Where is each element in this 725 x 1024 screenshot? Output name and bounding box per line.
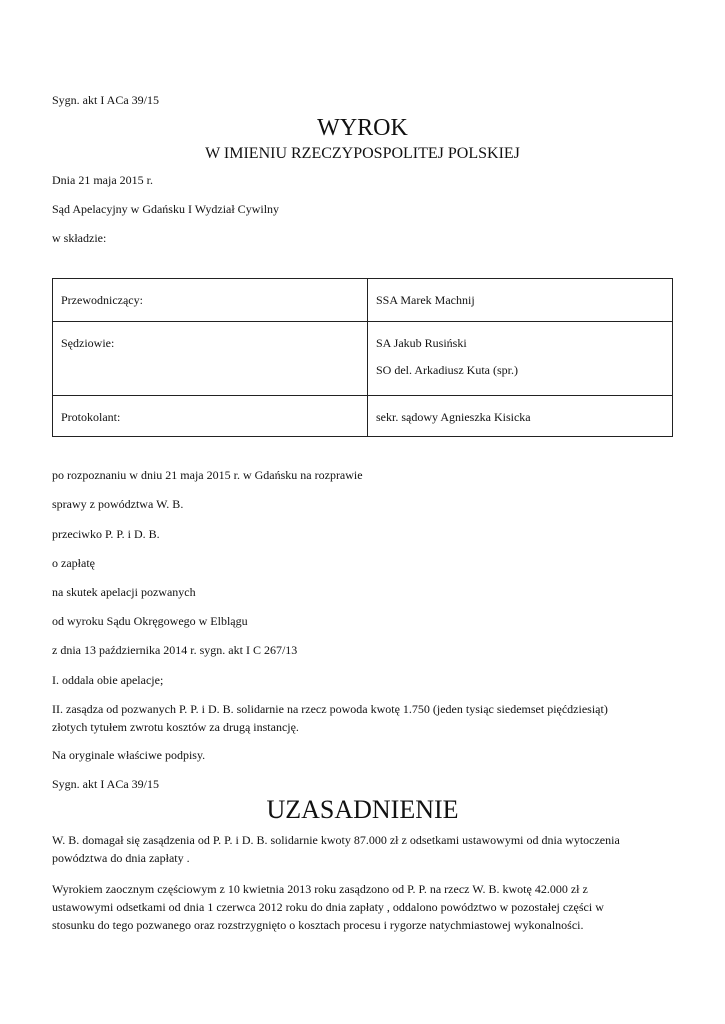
proceedings-line: od wyroku Sądu Okręgowego w Elblągu [52,614,248,628]
table-row [53,322,673,396]
clerk-value: sekr. sądowy Agnieszka Kisicka [368,396,673,437]
paragraph-line: stosunku do tego pozwanego oraz rozstrzygnięto o kosztach procesu i rygorze natychmiastowej wykonalności. [52,918,584,932]
proceedings-line: o zapłatę [52,556,95,570]
table-row [53,279,673,322]
paragraph-line: ustawowymi odsetkami od dnia 1 czerwca 2012 roku do dnia zapłaty , oddalono powództwo w pozostałej części w [52,900,604,914]
proceedings-line: po rozpoznaniu w dniu 21 maja 2015 r. w Gdańsku na rozprawie [52,468,363,482]
case-signature-bottom: Sygn. akt I ACa 39/15 [52,777,159,791]
paragraph-line: W. B. domagał się zasądzenia od P. P. i D. B. solidarnie kwoty 87.000 zł z odsetkami ustawowymi od dnia wytoczenia [52,833,620,847]
ruling-point-1: I. oddala obie apelacje; [52,673,164,687]
chair-value: SSA Marek Machnij [368,279,673,322]
justification-title: UZASADNIENIE [266,795,459,824]
judges-value [368,322,673,396]
court-name: Sąd Apelacyjny w Gdańsku I Wydział Cywilny [52,202,280,216]
table-row [53,396,673,437]
judgment-date: Dnia 21 maja 2015 r. [52,173,153,187]
paragraph-line: powództwa do dnia zapłaty . [52,851,190,865]
judge-name: SA Jakub Rusiński [376,336,467,350]
justification-paragraph-1 [52,831,673,867]
judges-label: Sędziowie: [53,322,368,396]
court-composition-table [52,278,673,437]
original-signatures-note: Na oryginale właściwe podpisy. [52,748,206,762]
proceedings-line: na skutek apelacji pozwanych [52,585,196,599]
document-subtitle: W IMIENIU RZECZYPOSPOLITEJ POLSKIEJ [205,145,520,162]
composition-intro: w składzie: [52,231,107,245]
document-title: WYROK [317,115,408,141]
clerk-label: Protokolant: [53,396,368,437]
paragraph-line: Wyrokiem zaocznym częściowym z 10 kwietnia 2013 roku zasądzono od P. P. na rzecz W. B. kwotę 42.000 zł z [52,882,588,896]
judge-name: SO del. Arkadiusz Kuta (spr.) [376,363,518,377]
paragraph-line: złotych tytułem zwrotu kosztów za drugą instancję. [52,720,299,734]
justification-paragraph-2 [52,880,673,934]
proceedings-line: przeciwko P. P. i D. B. [52,527,160,541]
paragraph-line: II. zasądza od pozwanych P. P. i D. B. solidarnie na rzecz powoda kwotę 1.750 (jeden tysiąc siedemset pięćdziesiąt) [52,702,608,716]
chair-label: Przewodniczący: [53,279,368,322]
proceedings-line: sprawy z powództwa W. B. [52,497,184,511]
ruling-point-2 [52,700,673,736]
case-signature-top: Sygn. akt I ACa 39/15 [52,93,159,107]
proceedings-line: z dnia 13 października 2014 r. sygn. akt I C 267/13 [52,643,298,657]
